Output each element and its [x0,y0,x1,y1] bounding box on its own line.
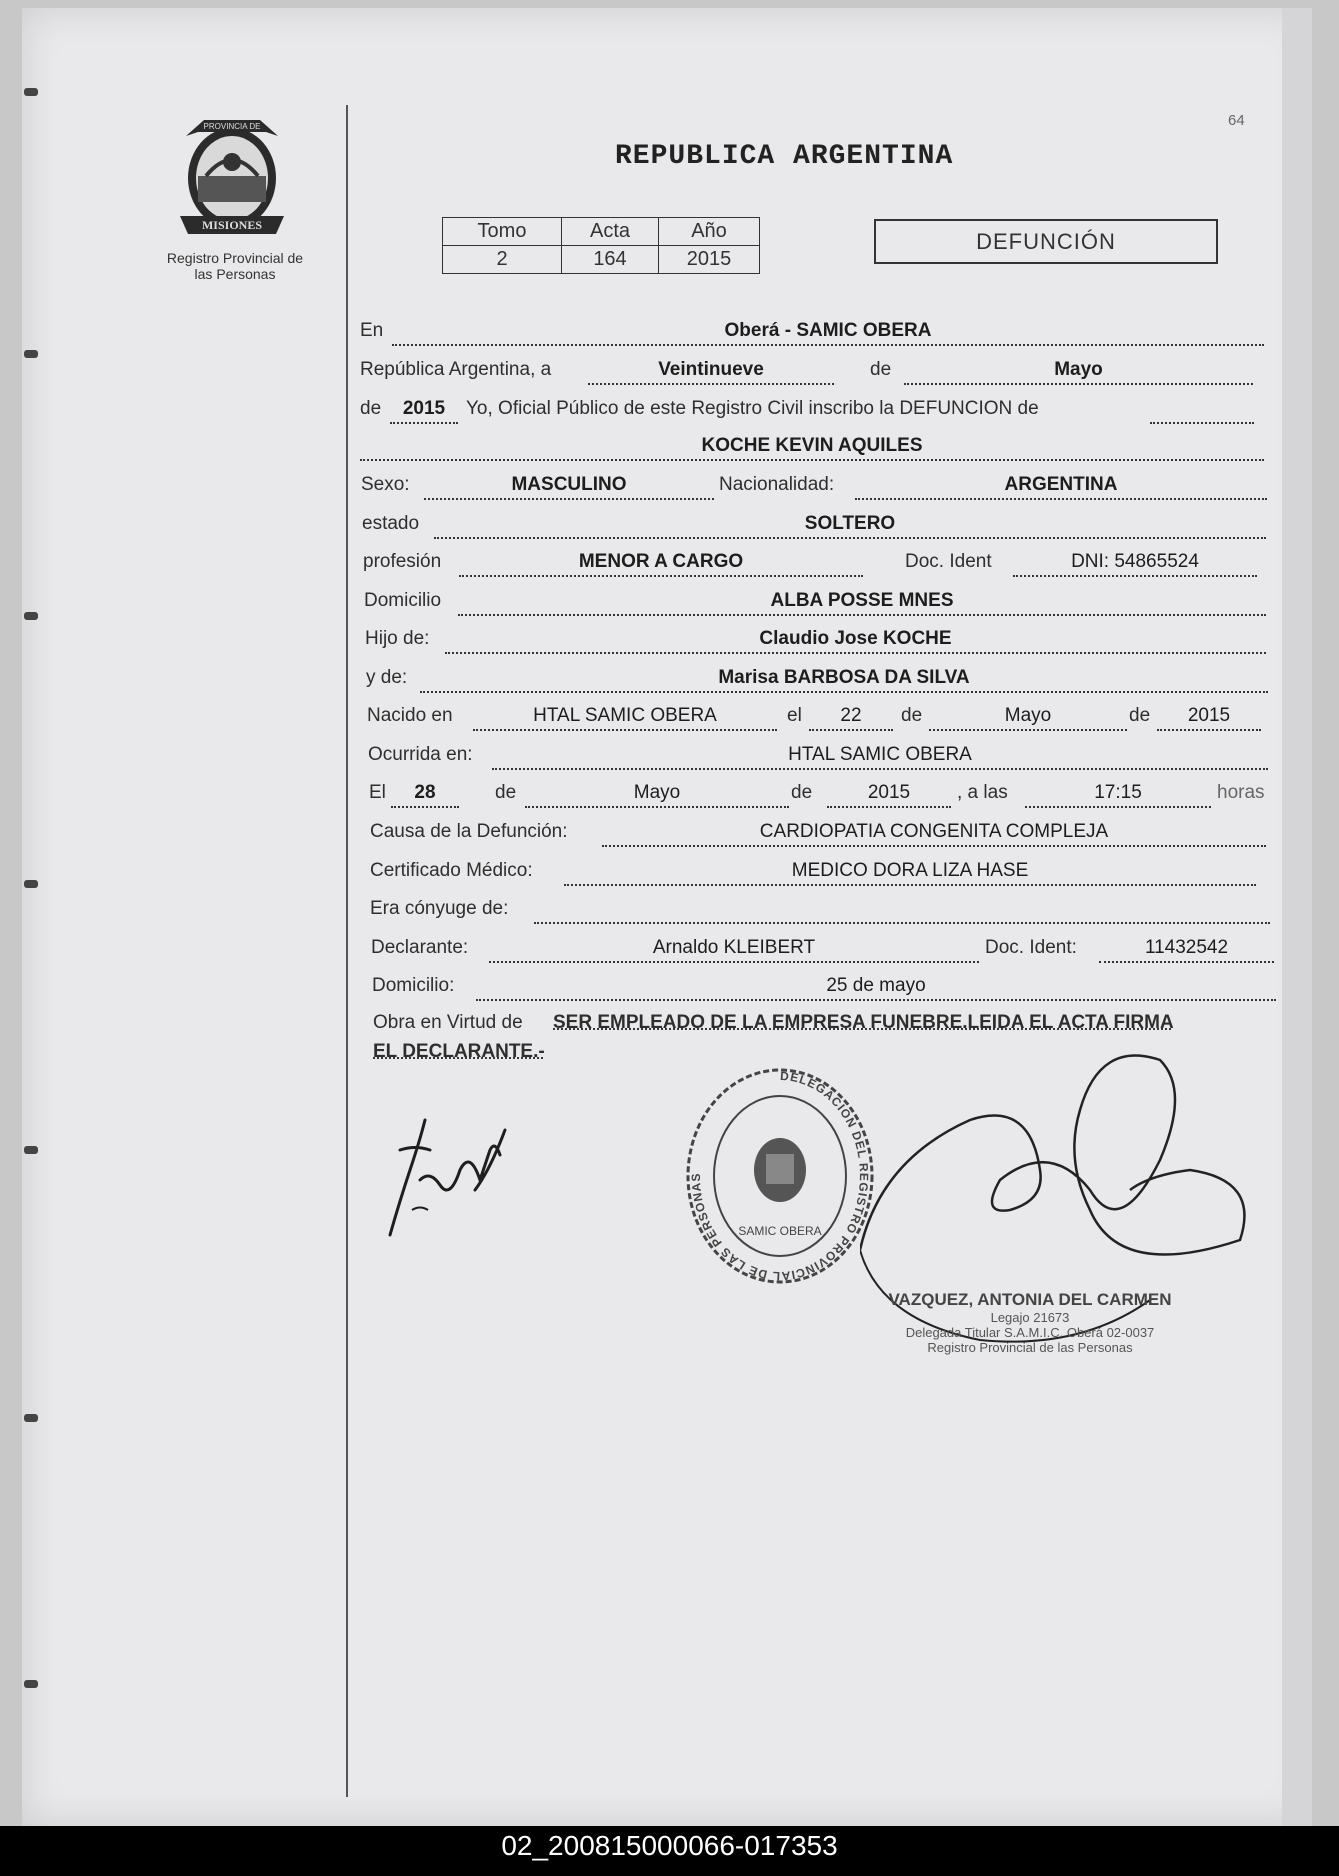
label-horas: horas [1217,782,1265,803]
margin-divider [346,105,348,1797]
acta-value: 164 [562,246,659,274]
registro-provincial-seal [680,1050,880,1290]
tomo-header: Tomo [443,218,562,246]
svg-text:PROVINCIA DE: PROVINCIA DE [203,122,261,131]
label-y-de: y de: [366,667,408,688]
label-profesion: profesión [363,551,442,572]
page-number: 64 [1228,112,1245,129]
anio-value: 2015 [659,246,760,274]
value-profesion: MENOR A CARGO [459,551,863,577]
row-certificado [370,860,1256,888]
value-lugar: Oberá - SAMIC OBERA [392,320,1264,346]
row-estado [362,513,1266,541]
value-domicilio-declarante: 25 de mayo [476,975,1276,1001]
label-de: de [1129,705,1151,726]
value-lugar-defuncion: HTAL SAMIC OBERA [492,744,1268,770]
value-declarante: Arnaldo KLEIBERT [489,937,979,963]
value-mes-defuncion: Mayo [525,782,789,808]
row-y-de [366,667,1268,695]
binder-hole [24,1680,38,1688]
text-yo-oficial: Yo, Oficial Público de este Registro Civil inscribo la DEFUNCION de [466,398,1039,419]
stamp-name: VAZQUEZ, ANTONIA DEL CARMEN [888,1290,1172,1309]
label-republica: República Argentina, a [360,359,552,380]
value-anio-nacimiento: 2015 [1157,705,1261,731]
value-nacionalidad: ARGENTINA [855,474,1267,500]
label-de: de [360,398,382,419]
footer-image-id: 02_200815000066-017353 [501,1830,838,1861]
label-certificado-medico: Certificado Médico: [370,860,533,881]
value-mes: Mayo [904,359,1253,385]
value-doc-declarante: 11432542 [1099,937,1274,963]
label-de: de [901,705,923,726]
stamp-cargo: Delegada Titular S.A.M.I.C. Oberá 02-0037 [905,1325,1155,1340]
row-declarante [371,937,1274,965]
row-sexo [361,474,1267,502]
label-de: de [870,359,892,380]
binder-hole [24,1414,38,1422]
value-dia-defuncion: 28 [391,782,459,808]
row-nacido [367,705,1261,733]
label-el: El [369,782,386,803]
binder-hole [24,880,38,888]
value-anio-defuncion: 2015 [827,782,951,808]
row-en [360,320,1264,348]
oficial-stamp [880,1290,1180,1355]
value-sexo: MASCULINO [424,474,714,500]
row-domicilio [364,590,1266,618]
label-obra-en-virtud: Obra en Virtud de [373,1012,523,1033]
binder-hole [24,350,38,358]
document-title: REPUBLICA ARGENTINA [615,141,954,172]
label-a-las: , a las [957,782,1008,803]
binder-hole [24,1146,38,1154]
value-domicilio: ALBA POSSE MNES [458,590,1266,616]
value-estado-civil: SOLTERO [434,513,1266,539]
row-profesion [363,551,1257,579]
label-de: de [495,782,517,803]
declarante-signature [380,1110,540,1240]
tomo-acta-anio-table [442,217,760,274]
label-en: En [360,320,384,341]
row-hijo-de [365,628,1266,656]
label-nacionalidad: Nacionalidad: [719,474,835,495]
anio-header: Año [659,218,760,246]
label-causa: Causa de la Defunción: [370,821,568,842]
label-de: de [791,782,813,803]
value-mes-nacimiento: Mayo [929,705,1127,731]
label-el: el [787,705,802,726]
row-domicilio-declarante [372,975,1276,1003]
value-dia-letras: Veintinueve [588,359,834,385]
value-blank [1150,398,1254,424]
label-sexo: Sexo: [361,474,410,495]
label-hijo-de: Hijo de: [365,628,430,649]
label-ocurrida-en: Ocurrida en: [368,744,473,765]
value-certificado-medico: MEDICO DORA LIZA HASE [564,860,1256,886]
label-domicilio: Domicilio: [372,975,455,996]
svg-text:DELEGACION DEL REGISTRO PROVIN: DELEGACION DEL REGISTRO PROVINCIAL DE LAS PERSONAS [688,1068,871,1284]
row-republica [360,359,1253,387]
value-dia-nacimiento: 22 [809,705,893,731]
label-nacido-en: Nacido en [367,705,453,726]
label-doc-ident: Doc. Ident: [985,937,1077,958]
svg-text:MISIONES: MISIONES [201,218,263,232]
label-domicilio: Domicilio [364,590,442,611]
stamp-registro: Registro Provincial de las Personas [927,1340,1133,1355]
value-causa-defuncion: CARDIOPATIA CONGENITA COMPLEJA [602,821,1266,847]
value-obra-linea-1: SER EMPLEADO DE LA EMPRESA FUNEBRE.LEIDA EL ACTA FIRMA [553,1012,1174,1033]
row-ocurrida [368,744,1268,772]
tomo-value: 2 [443,246,562,274]
registro-line: las Personas [194,266,276,282]
page-edge [1282,8,1312,1826]
value-dni: DNI: 54865524 [1013,551,1257,577]
acta-header: Acta [562,218,659,246]
label-declarante: Declarante: [371,937,469,958]
binder-hole [24,88,38,96]
label-conyuge: Era cónyuge de: [370,898,509,919]
binder-hole [24,612,38,620]
value-padre: Claudio Jose KOCHE [445,628,1266,654]
value-obra-linea-2: EL DECLARANTE.- [373,1041,545,1062]
value-nombre-fallecido: KOCHE KEVIN AQUILES [360,435,1264,461]
value-conyuge [534,898,1270,924]
row-conyuge [370,898,1270,926]
row-fecha-defuncion [369,782,1267,810]
label-estado: estado [362,513,420,534]
value-lugar-nacimiento: HTAL SAMIC OBERA [473,705,777,731]
row-nombre [360,435,1264,463]
value-madre: Marisa BARBOSA DA SILVA [420,667,1268,693]
svg-text:SAMIC OBERA: SAMIC OBERA [738,1224,822,1238]
stamp-legajo: Legajo 21673 [990,1310,1070,1325]
row-yo-oficial [360,398,1254,426]
registro-line: Registro Provincial de [166,250,304,266]
value-anio: 2015 [390,398,458,424]
row-causa [370,821,1266,849]
provincia-misiones-crest-icon [176,116,288,240]
document-type-box: DEFUNCIÓN [874,219,1218,264]
registro-provincial-label [150,250,320,282]
label-doc-ident: Doc. Ident [905,551,992,572]
value-hora: 17:15 [1025,782,1211,808]
